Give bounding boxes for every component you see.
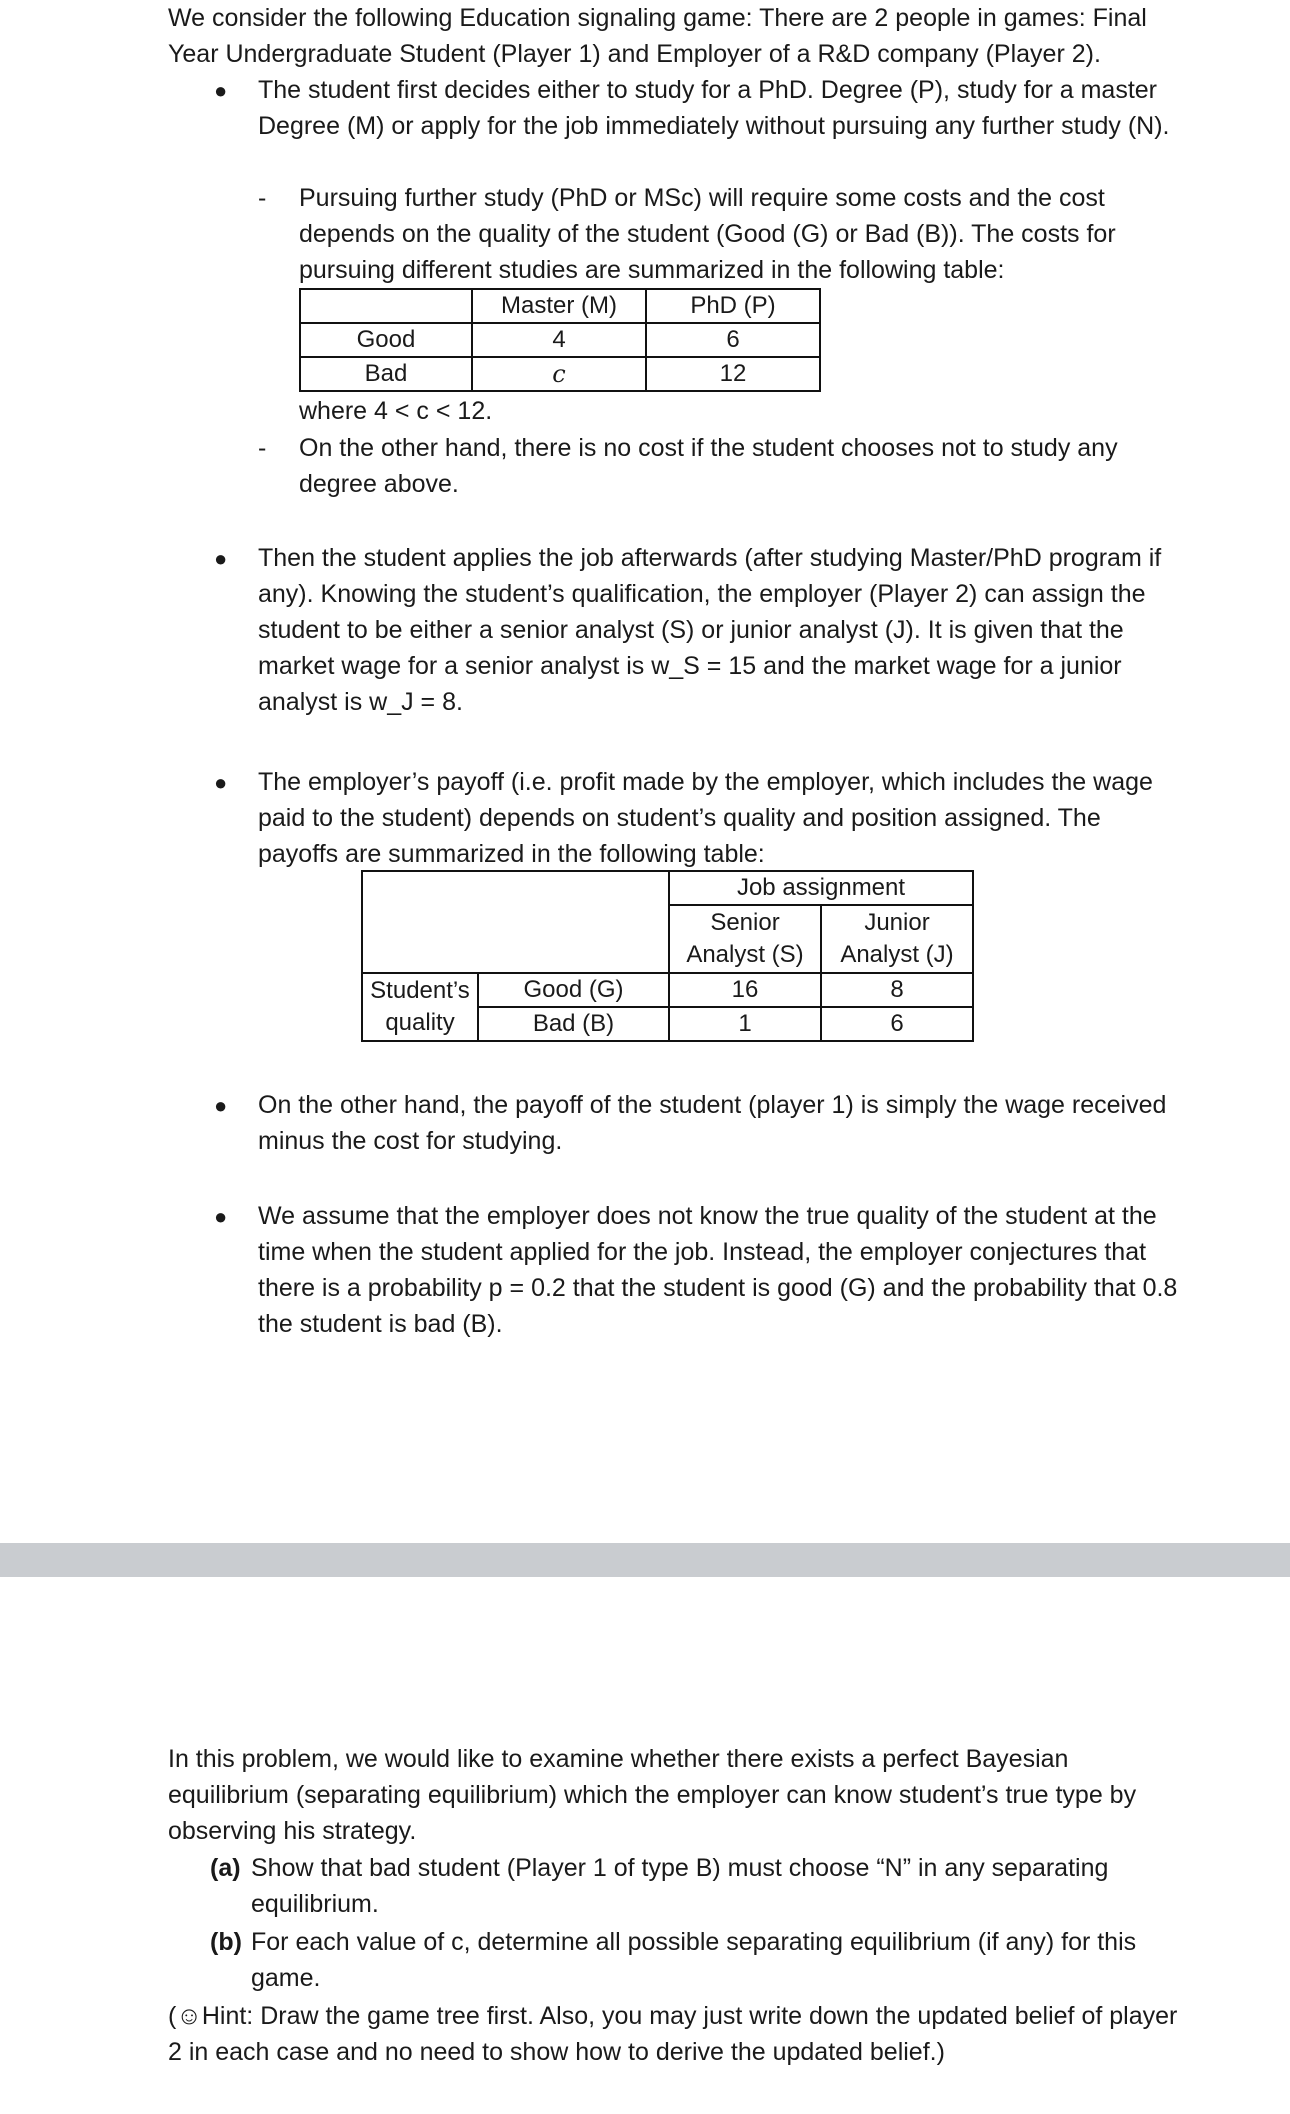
page-separator [0,1543,1290,1577]
bullet-dot: ● [214,770,228,795]
dash-marker: - [258,434,267,462]
payoff-header-senior-line1: Senior [710,909,780,936]
payoff-header-junior-line1: Junior [864,909,930,936]
question-b-text: For each value of c, determine all possible separating equilibrium (if any) for this game. [251,1928,1137,1992]
cost-cell: 6 [646,323,820,357]
cost-row-label: Good [300,323,472,357]
payoff-header-junior-line2: Analyst (J) [840,941,954,968]
cost-header-phd: PhD (P) [646,289,820,323]
bullet-student-payoff: On the other hand, the payoff of the student (player 1) is simply the wage received minus the cost for studying. [258,1091,1167,1155]
payoff-cell: 1 [669,1007,821,1041]
cost-cell: 4 [472,323,646,357]
bullet-job-assignment: Then the student applies the job afterwards (after studying Master/PhD program if any). Knowing the student’s qualification, the employer (Player 2) can assign the student to be either a senior analyst (S) or junior analyst (J). It is given that the market wage for a senior analyst is w_S = 15 and the market wage for a junior analyst is w_J = 8. [258,544,1162,716]
cost-condition: where 4 < c < 12. [299,397,493,425]
cost-table [299,288,821,392]
question-b-label: (b) [210,1928,242,1956]
dash-no-cost: On the other hand, there is no cost if the student chooses not to study any degree above. [299,434,1118,498]
cost-cell: 12 [646,357,820,391]
payoff-header-junior [821,905,973,973]
question-a-label: (a) [210,1854,241,1882]
payoff-cell: 6 [821,1007,973,1041]
intro-paragraph: We consider the following Education signaling game: There are 2 people in games: Final Year Undergraduate Student (Player 1) and Employer of a R&D company (Player 2). [168,4,1147,68]
cost-row-label: Bad [300,357,472,391]
payoff-row-label-bad: Bad (B) [478,1007,669,1041]
bullet-dot: ● [214,1093,228,1118]
cost-cell: c [472,357,646,391]
payoff-group-header: Job assignment [669,871,973,905]
payoff-header-senior [669,905,821,973]
payoff-cell: 16 [669,973,821,1007]
bullet-dot: ● [214,1204,228,1229]
question-a-text: Show that bad student (Player 1 of type B) must choose “N” in any separating equilibrium. [251,1854,1109,1918]
cost-header-master: Master (M) [472,289,646,323]
payoff-cell: 8 [821,973,973,1007]
payoff-header-senior-line2: Analyst (S) [686,941,804,968]
payoff-row-header-line1: Student’s [370,977,470,1004]
bullet-employer-payoff: The employer’s payoff (i.e. profit made by the employer, which includes the wage paid to the student) depends on student’s quality and position assigned. The payoffs are summarized in the following table: [258,768,1153,868]
payoff-table [361,870,974,1042]
bullet-employer-belief: We assume that the employer does not know the true quality of the student at the time when the student applied for the job. Instead, the employer conjectures that there is a probability p = 0.2 that the student is good (G) and the probability that 0.8 the student is bad (B). [258,1202,1178,1338]
bullet-dot: ● [214,546,228,571]
payoff-row-header-line2: quality [385,1009,455,1036]
dash-marker: - [258,184,267,212]
cost-table-corner [300,289,472,323]
problem-statement: In this problem, we would like to examine whether there exists a perfect Bayesian equilibrium (separating equilibrium) which the employer can know student’s true type by observing his strategy. [168,1745,1137,1845]
dash-study-cost: Pursuing further study (PhD or MSc) will require some costs and the cost depends on the quality of the student (Good (G) or Bad (B)). The costs for pursuing different studies are summarized in the following table: [299,184,1116,284]
payoff-row-header [362,973,478,1041]
payoff-row-label-good: Good (G) [478,973,669,1007]
bullet-study-choice: The student first decides either to study for a PhD. Degree (P), study for a master Degree (M) or apply for the job immediately without pursuing any further study (N). [258,76,1170,140]
bullet-dot: ● [214,78,228,103]
hint: (☺Hint: Draw the game tree first. Also, you may just write down the updated belief of player 2 in each case and no need to show how to derive the updated belief.) [168,2002,1178,2066]
